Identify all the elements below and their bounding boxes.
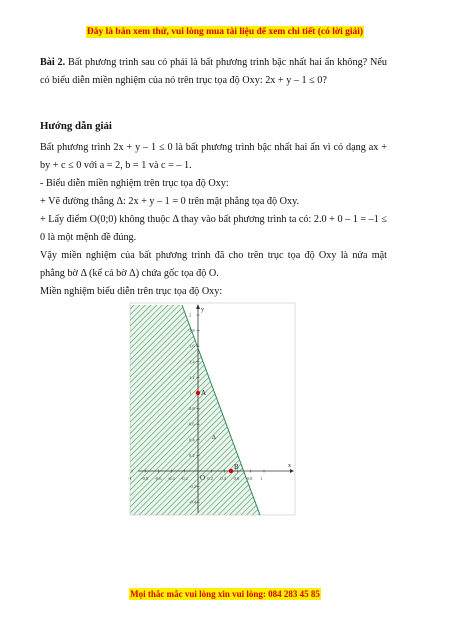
question-label: Bài 2. (40, 57, 66, 68)
x-tick-label: -0.6 (154, 476, 162, 481)
y-axis-label: y (201, 307, 204, 313)
point-b (229, 469, 233, 473)
point-b-label: B (234, 463, 239, 471)
y-tick-label: 1.6 (189, 343, 195, 349)
question-text: Bất phương trình sau có phải là bất phương trình bậc nhất hai ẩn không? Nếu có biểu diễn miền nghiệm của nó trên trục tọa độ Oxy: 2x + y – 1 ≤ 0? (40, 57, 387, 86)
origin-label: O (200, 474, 206, 482)
x-tick-label: 1 (260, 476, 263, 481)
solution-line-1: Bất phương trình 2x + y – 1 ≤ 0 là bất phương trình bậc nhất hai ẩn vì có dạng ax + by + c ≤ 0 với a = 2, b = 1 và c = – 1. (40, 142, 387, 171)
x-tick-label: 0.4 (220, 476, 227, 481)
point-a-label: A (201, 389, 207, 397)
point-a (196, 391, 200, 395)
y-tick-label: 1.4 (189, 359, 195, 365)
preview-banner: Đây là bản xem thử, vui lòng mua tài liệu để xem chi tiết (có lời giải) (86, 27, 364, 37)
graph-svg (130, 303, 295, 515)
solution-line-3: + Vẽ đường thẳng Δ: 2x + y – 1 = 0 trên mặt phẳng tọa độ Oxy. (40, 196, 300, 207)
x-axis-label: x (288, 463, 291, 469)
x-axis-arrow (290, 469, 294, 473)
question-paragraph (40, 54, 387, 90)
y-tick-label: 1.2 (189, 374, 195, 380)
solution-region-graph (130, 303, 295, 515)
x-tick-label: -0.4 (167, 476, 175, 481)
y-tick-label: 2 (189, 312, 192, 318)
solution-line-5: Vậy miền nghiệm của bất phương trình đã cho trên trục tọa độ Oxy là nửa mặt phẳng bờ Δ (kể cả bờ Δ) chứa gốc tọa độ O. (40, 250, 387, 279)
x-tick-label: -0.8 (141, 476, 149, 481)
y-tick-label: 0.6 (189, 421, 195, 427)
x-tick-label: 0.8 (246, 476, 253, 481)
solution-line-2: - Biểu diễn miền nghiệm trên trục tọa độ Oxy: (40, 178, 229, 189)
y-tick-label: -0.4 (189, 499, 197, 505)
y-tick-label: 1.8 (189, 328, 195, 334)
y-tick-label: -0.2 (189, 484, 197, 490)
x-tick-label: 0.2 (207, 476, 213, 481)
line-delta-label: Δ (212, 435, 216, 441)
y-tick-label: 1 (189, 390, 192, 396)
footer-contact: Mọi thắc mắc vui lòng xin vui lòng: 084 283 45 85 (130, 589, 320, 599)
y-tick-label: 0.4 (189, 437, 195, 443)
solution-line-4: + Lấy điểm O(0;0) không thuộc Δ thay vào bất phương trình ta có: 2.0 + 0 – 1 = –1 ≤ 0 là một mệnh đề đúng. (40, 214, 387, 243)
solution-body (40, 139, 387, 301)
y-axis-arrow (196, 304, 200, 309)
solution-heading: Hướng dẫn giải (40, 120, 112, 132)
x-tick-label: -1 (128, 476, 132, 481)
y-tick-label: 0.2 (189, 452, 195, 458)
x-tick-label: -0.2 (180, 476, 188, 481)
solution-line-6: Miền nghiệm biểu diễn trên trục tọa độ Oxy: (40, 286, 223, 297)
y-tick-label: 0.8 (189, 406, 195, 412)
x-tick-label: 0.6 (233, 476, 240, 481)
